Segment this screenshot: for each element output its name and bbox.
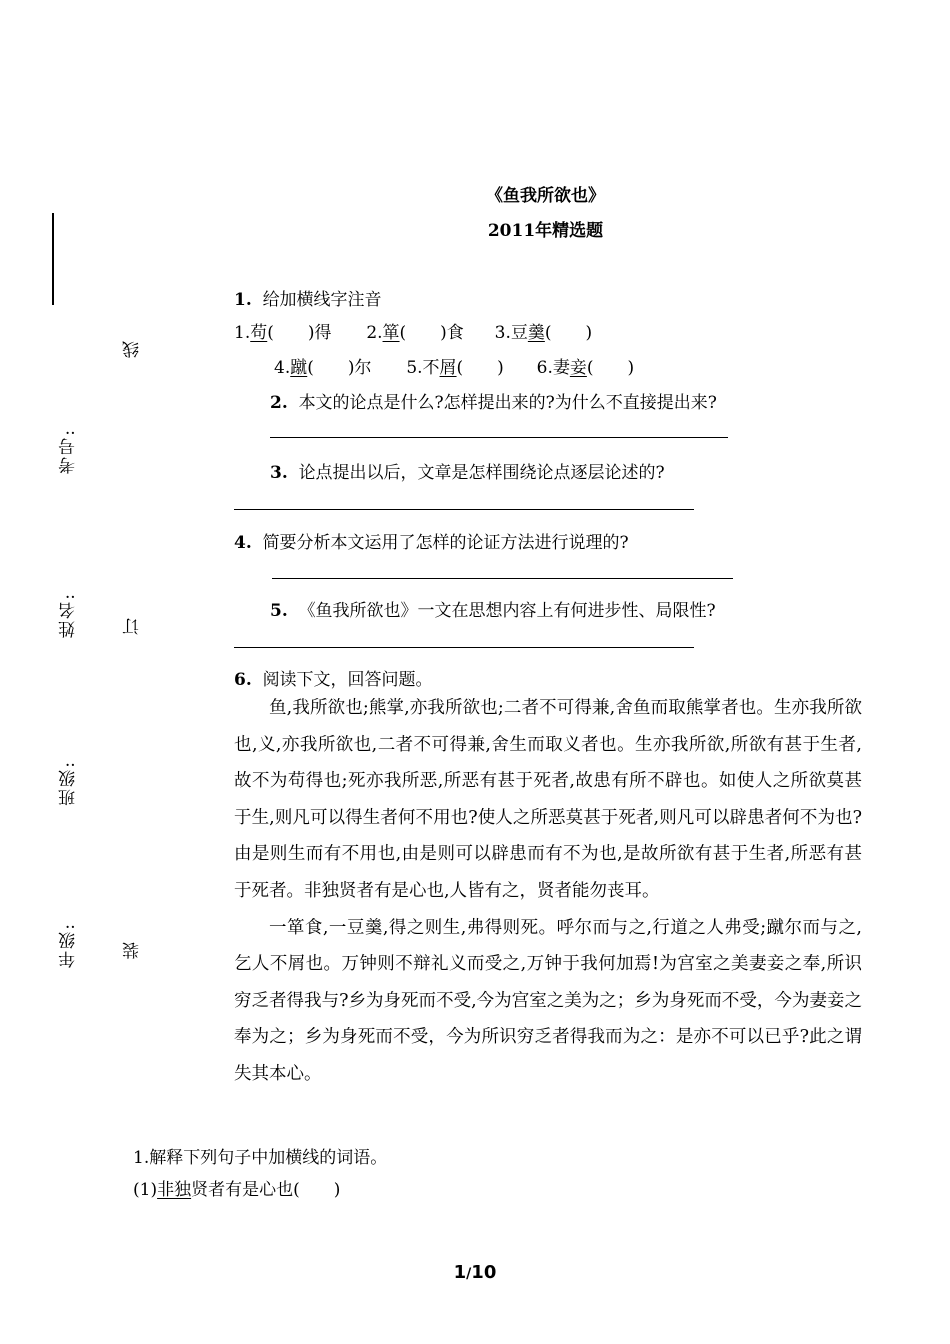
pinyin-item: 2.箪( )食 [366, 323, 464, 343]
answer-line[interactable] [272, 578, 733, 579]
question-text: 论点提出以后，文章是怎样围绕论点逐层论述的? [298, 463, 665, 483]
binding-mark-xian: 线 [123, 339, 143, 358]
page-number: 1/10 [453, 1262, 497, 1283]
binding-mark-zhuang: 装 [123, 940, 143, 959]
question-number: 5. [270, 601, 288, 621]
page-subtitle: 2011年精选题 [487, 221, 604, 241]
sub-question-1a: (1)非独贤者有是心也( ) [133, 1180, 341, 1200]
question-text: 《鱼我所欲也》一文在思想内容上有何进步性、局限性? [298, 601, 716, 621]
answer-line[interactable] [270, 437, 728, 438]
question-number: 1. [234, 290, 252, 310]
class-label: 班级: [59, 760, 79, 806]
question-number: 3. [270, 463, 288, 483]
question-number: 4. [234, 533, 252, 553]
pinyin-item: 5.不屑( ) [406, 358, 504, 378]
pinyin-item: 3.豆羹( ) [494, 323, 593, 343]
question-number: 6. [234, 670, 252, 690]
pinyin-row-1 [234, 318, 592, 343]
passage-paragraph: 一箪食,一豆羹,得之则生,弗得则死。呼尔而与之,行道之人弗受;蹴尔而与之,乞人不屑也。万钟则不辩礼义而受之,万钟于我何加焉!为宫室之美妻妾之奉,所识穷乏者得我与?乡为身死而不受,今为宫室之美为之；乡为身死而不受，今为妻妾之奉为之；乡为身死而不受，今为所识穷乏者得我而为之：是亦不可以已乎?此之谓失其本心。 [234, 917, 862, 1084]
question-text: 本文的论点是什么?怎样提出来的?为什么不直接提出来? [298, 393, 717, 413]
question-text: 简要分析本文运用了怎样的论证方法进行说理的? [262, 533, 629, 553]
question-1 [234, 285, 382, 310]
answer-line[interactable] [234, 509, 694, 510]
question-6 [234, 665, 433, 690]
grade-label: 年级: [59, 922, 79, 968]
question-text: 给加横线字注音 [262, 290, 382, 310]
student-name-label: 姓名: [59, 592, 79, 638]
answer-line[interactable] [234, 647, 694, 648]
pinyin-item: 1.苟( )得 [234, 323, 332, 343]
question-4 [234, 528, 629, 553]
question-2 [270, 388, 717, 413]
pinyin-row-2 [274, 353, 634, 378]
exam-number-label: 考号: [59, 428, 79, 474]
passage-paragraph: 鱼,我所欲也;熊掌,亦我所欲也;二者不可得兼,舍鱼而取熊掌者也。生亦我所欲也,义,亦我所欲也,二者不可得兼,舍生而取义者也。生亦我所欲,所欲有甚于生者,故不为苟得也;死亦我所恶,所恶有甚于死者,故患有所不辟也。如使人之所欲莫甚于生,则凡可以得生者何不用也?使人之所恶莫甚于死者,则凡可以辟患者何不为也?由是则生而有不用也,由是则可以辟患而有不为也,是故所欲有甚于生者,所恶有甚于死者。非独贤者有是心也,人皆有之，贤者能勿丧耳。 [234, 698, 862, 901]
reading-passage [234, 690, 862, 1093]
pinyin-item: 6.妻妾( ) [536, 358, 635, 378]
question-number: 2. [270, 393, 288, 413]
page-title: 《鱼我所欲也》 [486, 186, 605, 206]
sub-question-1: 1.解释下列句子中加横线的词语。 [133, 1148, 388, 1168]
underlined-term: 非独 [157, 1180, 192, 1200]
pinyin-item: 4.蹴( )尔 [274, 358, 372, 378]
binding-mark-ding: 订 [123, 616, 143, 635]
question-5 [270, 596, 716, 621]
question-3 [270, 458, 665, 483]
question-text: 阅读下文，回答问题。 [262, 670, 433, 690]
